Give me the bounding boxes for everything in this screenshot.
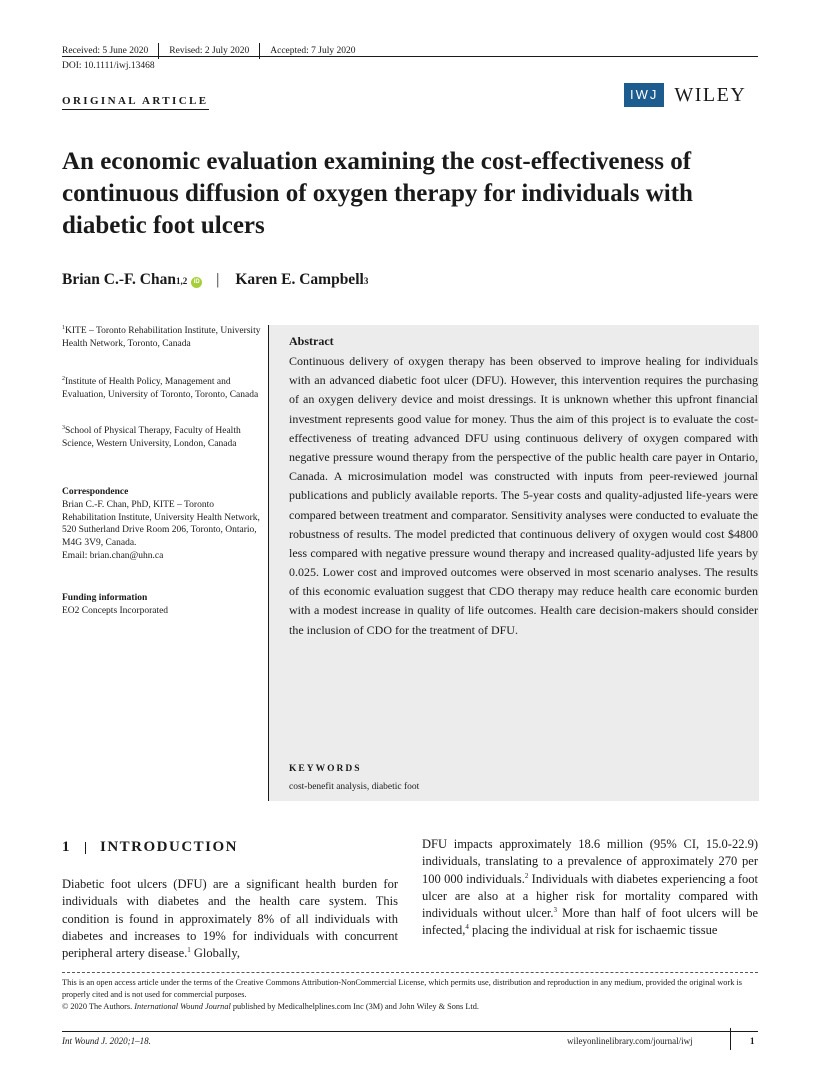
author-name[interactable]: Brian C.-F. Chan bbox=[62, 271, 176, 288]
accepted-date: Accepted: 7 July 2020 bbox=[270, 46, 356, 56]
abstract-heading: Abstract bbox=[289, 334, 334, 348]
journal-url[interactable]: wileyonlinelibrary.com/journal/iwj bbox=[567, 1036, 693, 1046]
license-divider bbox=[62, 972, 758, 973]
copyright-text: © 2020 The Authors. International Wound Journal published by Medicalhelplines.com Inc (3M) and John Wiley & Sons Ltd. bbox=[62, 1002, 479, 1012]
article-title: An economic evaluation examining the cost-effectiveness of continuous diffusion of oxygen therapy for individuals with diabetic foot ulcers bbox=[62, 148, 693, 239]
revised-date: Revised: 2 July 2020 bbox=[169, 46, 250, 56]
correspondence bbox=[62, 486, 262, 563]
intro-right-column: DFU impacts approximately 18.6 million (95% CI, 15.0-22.9) individuals, translating to a prevalence of approximately 270 per 100 000 individuals.$^2$ Individuals with diabetes experiencing a foot ulcer are also at a higher risk for mortality compared with individuals without ulcer.$^3$ More than half of foot ulcers will be infected,$^4$ placing the individual at risk for ischaemic tissue bbox=[422, 837, 758, 938]
orcid-icon[interactable]: iD bbox=[191, 277, 202, 288]
abstract-text: Continuous delivery of oxygen therapy has been observed to improve healing for individuals with an advanced diabetic foot ulcer (DFU). However, this intervention requires the purchasing of an oxygen delivery device and moist dressings. It is unknown whether this upfront financial investment represents good value for money. Thus the aim of this project is to evaluate the cost-effectiveness of treating advanced DFU using continuous delivery of oxygen compared with negative pressure wound therapy from the perspective of the public health care payer in Ontario, Canada. A microsimulation model was constructed with inputs from peer-reviewed journal publications and publicly available reports. The 5-year costs and quality-adjusted life-years were compared between treatment and comparator. Sensitivity analyses were conducted to evaluate the robustness of results. The model predicted that continuous delivery of oxygen would cost $4800 less compared with negative pressure wound therapy and increased quality-adjusted life years by 0.025. Lower cost and improved outcomes were observed in most scenario analyses. The results of this economic evaluation suggest that CDO therapy may reduce health care economic burden with a modest increase in quality of life outcomes. Health care decision-makers should consider the inclusion of CDO for the treatment of DFU. bbox=[289, 354, 758, 637]
correspondence-email[interactable]: Email: brian.chan@uhn.ca bbox=[62, 551, 164, 562]
section-heading bbox=[62, 839, 238, 856]
citation-ref[interactable]: 3 bbox=[553, 905, 557, 914]
funding-text: EO2 Concepts Incorporated bbox=[62, 605, 169, 616]
header-rule bbox=[62, 56, 758, 57]
affiliation: $^3$School of Physical Therapy, Faculty of Health Science, Western University, London, Canada bbox=[62, 425, 241, 449]
keywords: cost-benefit analysis, diabetic foot bbox=[289, 782, 420, 792]
author-name[interactable]: Karen E. Campbell bbox=[235, 271, 364, 288]
section-number: 1 bbox=[62, 839, 71, 855]
author-list bbox=[62, 271, 368, 289]
citation-ref[interactable]: 4 bbox=[465, 923, 469, 932]
affiliation: $^1$KITE – Toronto Rehabilitation Institute, University Health Network, Toronto, Canada bbox=[62, 325, 261, 349]
author-affiliation-sup: 1,2 bbox=[175, 276, 188, 286]
article-type: ORIGINAL ARTICLE bbox=[62, 95, 209, 110]
section-divider bbox=[85, 842, 86, 854]
license-text: This is an open access article under the terms of the Creative Commons Attribution-NonCommercial License, which permits use, distribution and reproduction in any medium, provided the original work is properly cited and is not used for commercial purposes. bbox=[62, 978, 742, 1000]
citation-ref[interactable]: 1 bbox=[187, 945, 191, 954]
license-notice bbox=[62, 977, 758, 1013]
publisher-logo bbox=[624, 83, 746, 107]
page-number: 1 bbox=[750, 1036, 755, 1046]
received-date: Received: 5 June 2020 bbox=[62, 46, 149, 56]
author-separator: | bbox=[216, 271, 220, 288]
correspondence-heading: Correspondence bbox=[62, 487, 129, 497]
author-affiliation-sup: 3 bbox=[363, 276, 369, 286]
funding bbox=[62, 592, 262, 618]
intro-left-column: Diabetic foot ulcers (DFU) are a significant health burden for individuals with diabetes and the health care system. This condition is found in approximately 8% of all individuals with diabetes and increases to 19% for individuals with concurrent peripheral artery disease.$^1$ Globally, bbox=[62, 877, 398, 960]
keywords-heading: KEYWORDS bbox=[289, 764, 362, 774]
section-title: INTRODUCTION bbox=[100, 839, 239, 855]
journal-logo: IWJ bbox=[624, 83, 664, 107]
footer-divider bbox=[730, 1028, 731, 1050]
footer-rule bbox=[62, 1031, 758, 1032]
citation-ref[interactable]: 2 bbox=[524, 871, 529, 880]
wiley-logo: WILEY bbox=[674, 83, 747, 106]
journal-citation: Int Wound J. 2020;1–18. bbox=[62, 1036, 151, 1046]
doi[interactable]: DOI: 10.1111/iwj.13468 bbox=[62, 61, 155, 71]
affiliation: $^2$Institute of Health Policy, Management and Evaluation, University of Toronto, Toronto, Canada bbox=[62, 376, 259, 400]
funding-heading: Funding information bbox=[62, 593, 148, 603]
correspondence-text: Brian C.-F. Chan, PhD, KITE – Toronto Rehabilitation Institute, University Health Network, 520 Sutherland Drive Room 206, Toronto, Ontario, M4G 3V9, Canada. bbox=[62, 499, 260, 549]
